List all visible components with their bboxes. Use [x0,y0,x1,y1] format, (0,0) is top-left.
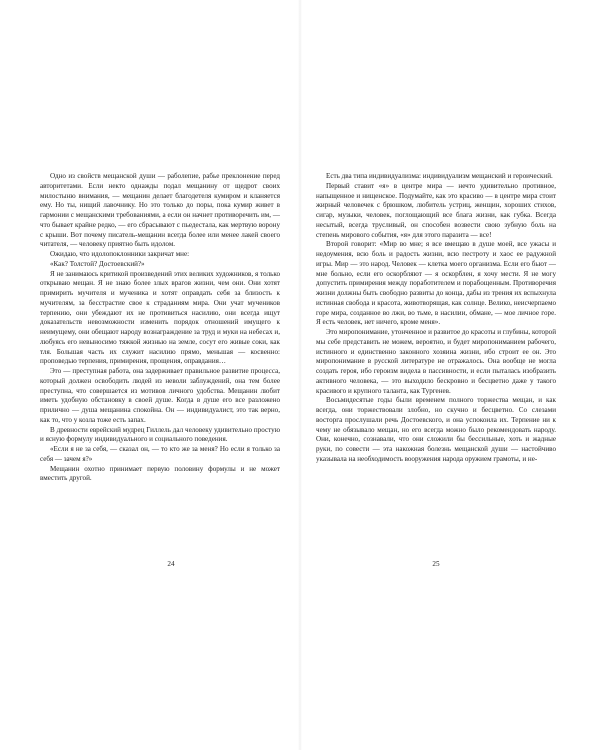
paragraph: «Если я не за себя, — сказал он, — то кто же за меня? Но если я только за себя — зачем я?» [40,445,280,463]
left-page [40,172,280,484]
paragraph: Первый ставит «я» в центре мира — нечто удивительно противное, напыщенное и нищенское. Подумайте, как это красиво — в центре мира стоит жирный человечек с брюшком, любитель устриц, женщин, хороших стихов, сигар, музыки, человек, поглощающий все блага жизни, как губка. Всегда несытый, всегда трусливый, он способен возвести свою зубную боль на степень мирового события, «я» для этого паразита — все! [316,181,556,239]
page-number-left: 24 [167,560,175,568]
right-page [316,172,556,465]
paragraph: Одно из свойств мещанской души — раболепие, рабье преклонение перед авторитетами. Если некто однажды подал мещанину от щедрот своих милостыню внимания, — мещанин делает благодетеля кумиром и кланяется ему. Но ты, нищий лавочнику. Но это только до поры, пока кумир живет в гармонии с мещанскими требованиями, а если он начнет противоречить им, — что бывает крайне редко, — его сбрасывают с пьедестала, как мертвую ворону с крыши. Вот почему писатель-мещанин всегда более или менее лакей своего читателя, — человеку приятно быть идолом. [40,172,280,249]
paragraph: В древности еврейский мудрец Гиллель дал человеку удивительно простую и ясную формулу индивидуального и социального поведения. [40,425,280,444]
paragraph: «Как? Толстой? Достоевский?» [50,259,145,268]
paragraph: Я не занимаюсь критикой произведений этих великих художников, я только открываю мещан. Я не знаю более злых врагов жизни, чем они. Они хотят примирить мучителя и мученика и хотят оправдать себя за близость к мучителям, за бесстрастие свое к страданиям мира. Они учат мучеников терпению, они убеждают их не противиться насилию, они всегда ищут доказательств невозможности изменить порядок отношений имущего к неимущему, они обещают народу вознаграждение за труд и муки на небесах и, любуясь его невыносимо тяжкой жизнью на земле, сосут его живые соки, как тля. Большая часть их служит насилию прямо, меньшая — косвенно: проповедью терпения, примирения, прощения, оправдания… [40,269,280,366]
page-number-right: 25 [432,560,440,568]
paragraph: Мещанин охотно принимает первую половину формулы и не может вместить другой. [40,464,280,483]
paragraph: Ожидаю, что идолопоклонники закричат мне: [50,250,190,258]
book-gutter [298,0,302,750]
paragraph: Это миропонимание, утонченное и развитое до красоты и глубины, которой мы себе представить не можем, вероятно, и будет миропониманием рабочего, истинного и единственно законного хозяина жизни, ибо строит ее он. Это миропонимание в русской литературе не отражалось. Она вообще не могла создать героя, ибо героизм видела в пассивности, и если пыталась изобразить активного человека, — это выходило бескровно и бесцветно даже у такого красивого и крупного таланта, как Тургенев. [316,328,556,395]
paragraph: Это — преступная работа, она задерживает правильное развитие процесса, который должен освободить людей из неволи заблуждений, она тем более преступна, что совершается из мотивов личного удобства. Мещанин любит иметь удобную обстановку в своей душе. Когда в душе его все разложено прилично — душа мещанина спокойна. Он — индивидуалист, это так верно, как то, что у козла тоже есть запах. [40,367,280,424]
paragraph: Второй говорит: «Мир во мне; я все вмещаю в душе моей, все ужасы и недоумения, всю боль и радость жизни, всю пестроту и хаос ее радужной игры. Мир — это народ. Человек — клетка моего организма. Если его бьют — мне больно, если его оскорбляют — я оскорблен, я хочу мести. Я не могу допустить примирения между поработителем и порабощенным. Противоречия жизни должны быть свободно развиты до конца, дабы из трения их вспыхнула истинная свобода и красота, животворящая, как солнце. Велико, неисчерпаемо горе мира, созданное во лжи, во тьме, в насилии, обмане, — мое личное горе. Я есть человек, нет ничего, кроме меня». [316,240,556,327]
paragraph: Восьмидесятые годы были временем полного торжества мещан, и как всегда, они торжествовали злобно, но скучно и бесцветно. Со слезами восторга прослушали речь Достоевского, и она успокоила их. Терпение ни к чему не обязывало мещан, но его всегда можно было рекомендовать народу. Они, конечно, сознавали, что они сложили бы бессильные, хоть и жадные руки, по совести — эта накожная болезнь мещанской души — настойчиво указывала на необходимость вооружения народа оружием грамоты, и не- [316,396,556,463]
paragraph: Есть два типа индивидуализма: индивидуализм мещанский и героический. [326,172,553,180]
